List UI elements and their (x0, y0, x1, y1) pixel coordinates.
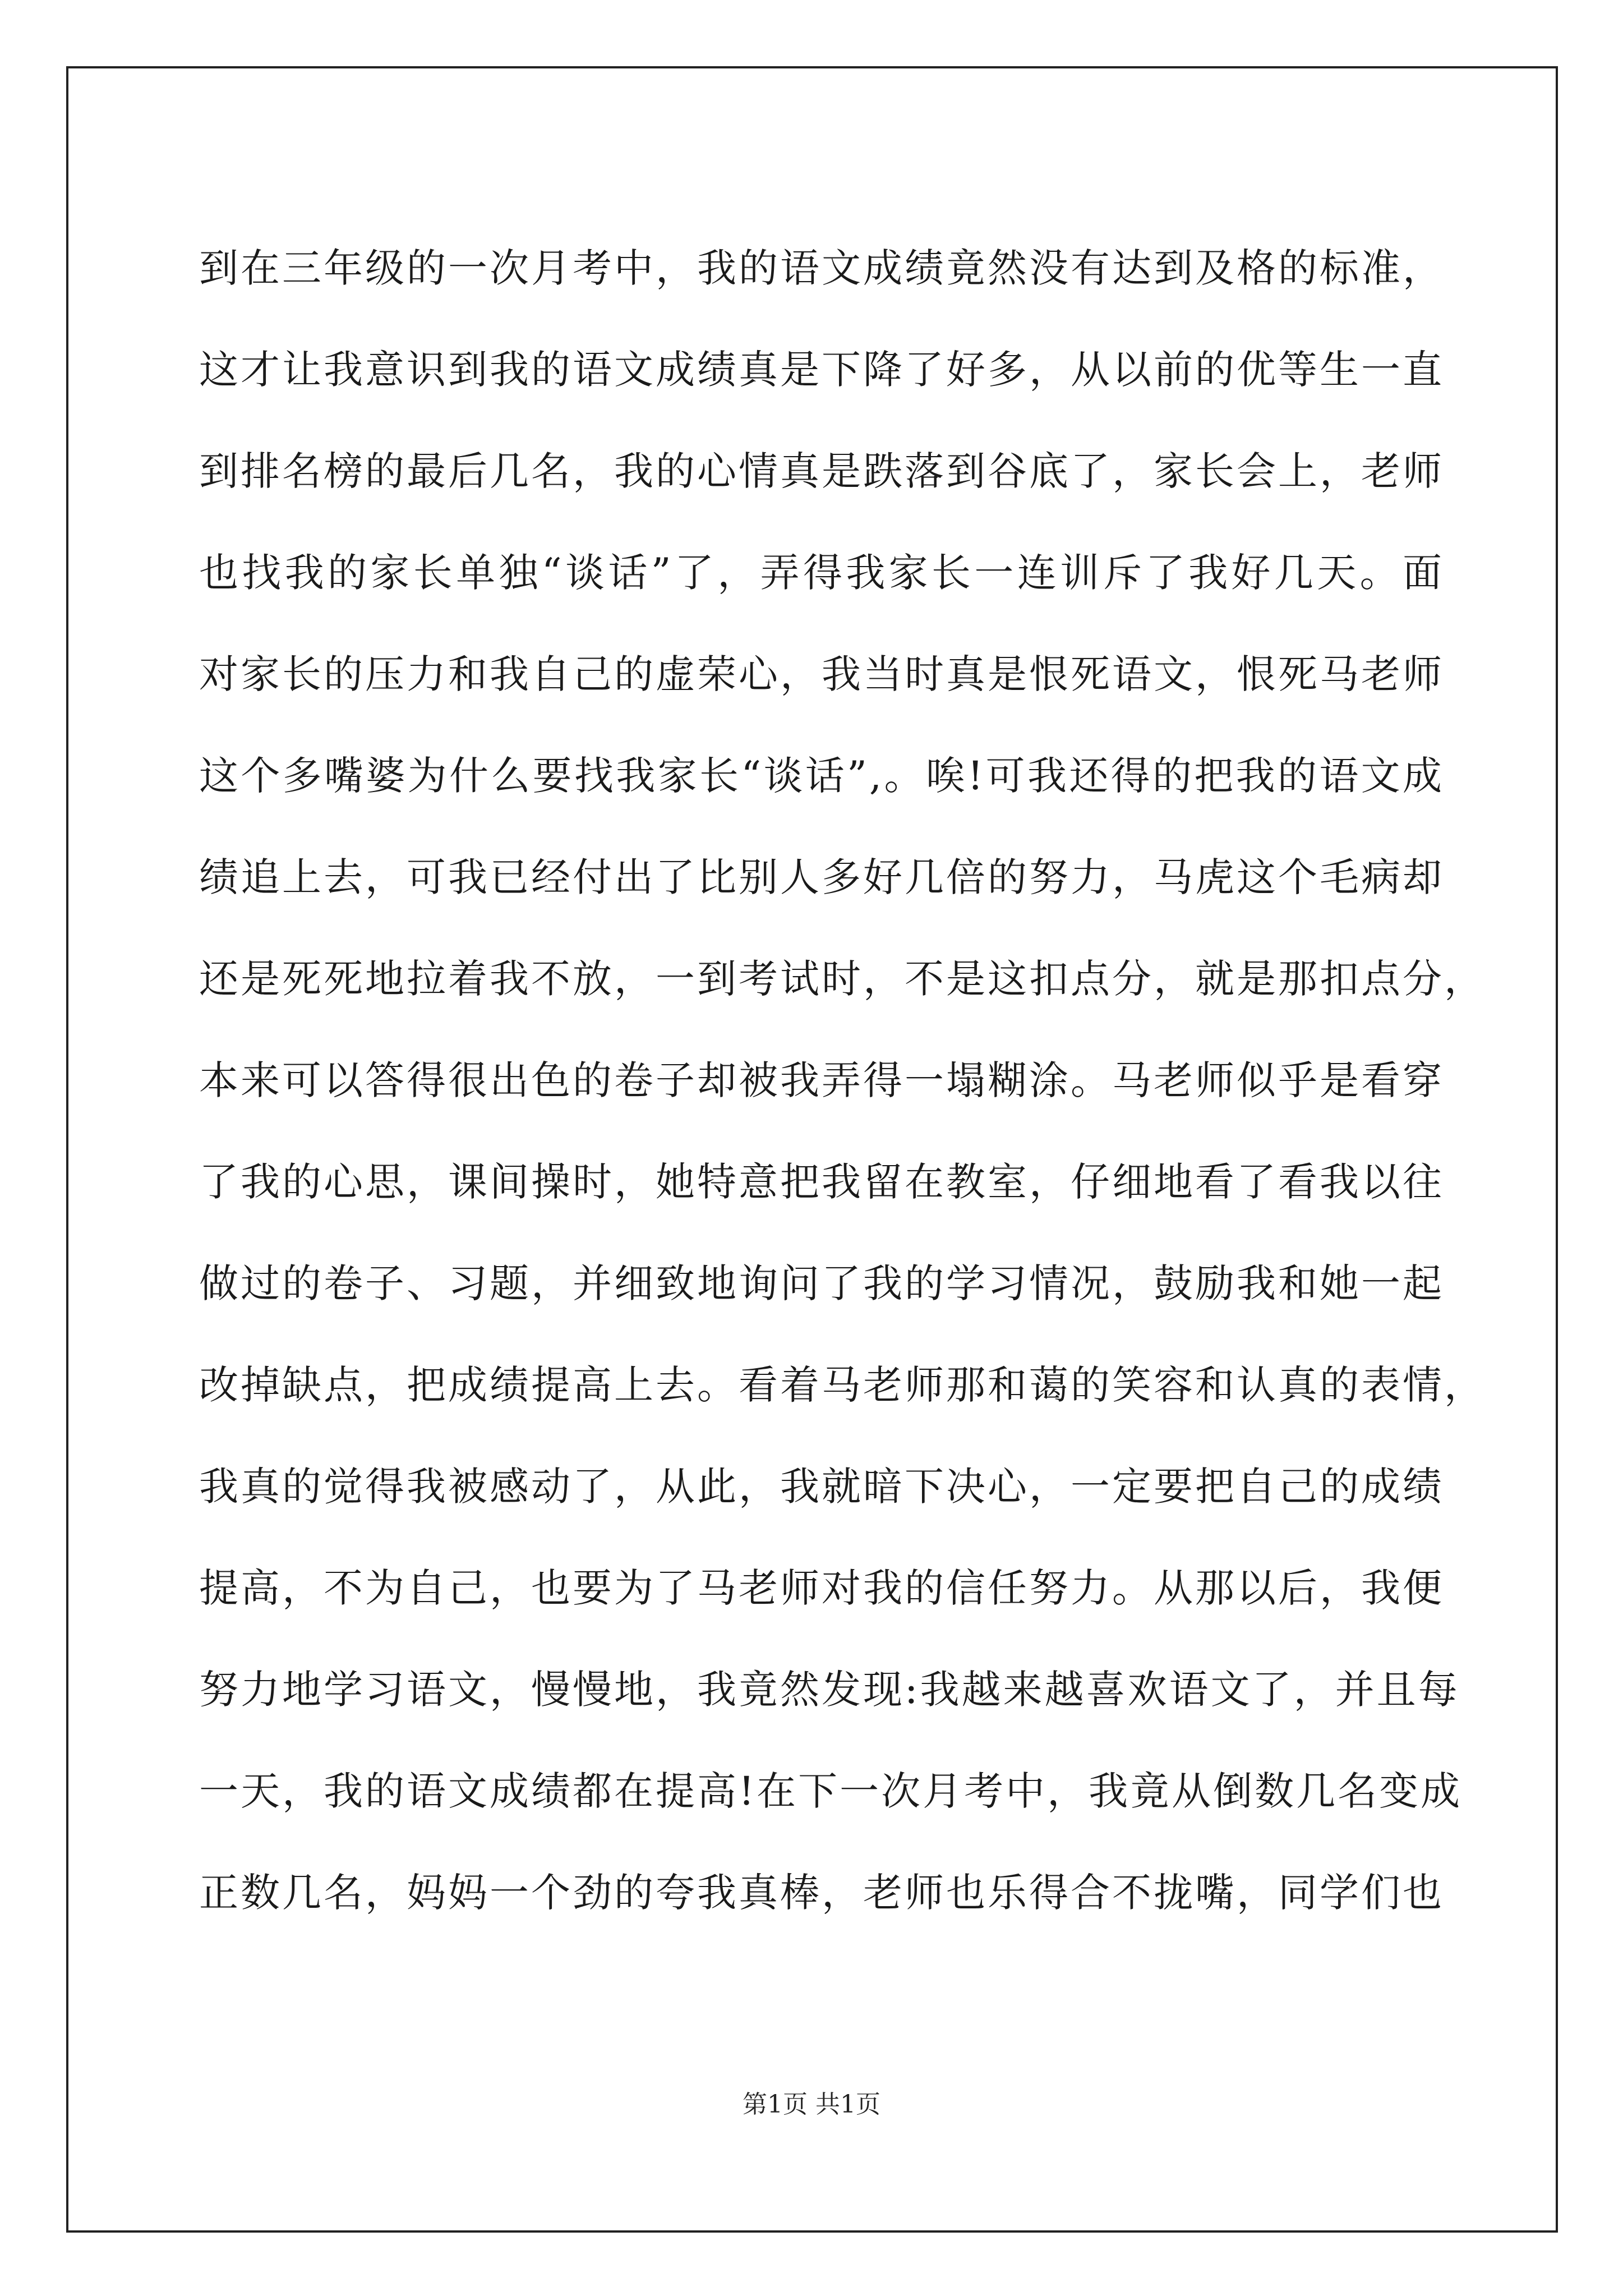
text-line: 这个多嘴婆为什么要找我家长“谈话”,。唉!可我还得的把我的语文成 (199, 753, 1444, 799)
text-line: 正数几名，妈妈一个劲的夸我真棒，老师也乐得合不拢嘴，同学们也 (199, 1870, 1444, 1916)
text-line: 本来可以答得很出色的卷子却被我弄得一塌糊涂。马老师似乎是看穿 (199, 1057, 1444, 1103)
text-line: 对家长的压力和我自己的虚荣心，我当时真是恨死语文，恨死马老师 (199, 651, 1444, 697)
text-line: 到在三年级的一次月考中，我的语文成绩竟然没有达到及格的标准， (199, 245, 1444, 291)
text-line: 努力地学习语文，慢慢地，我竟然发现:我越来越喜欢语文了，并且每 (199, 1667, 1460, 1713)
text-line: 还是死死地拉着我不放，一到考试时，不是这扣点分，就是那扣点分， (199, 956, 1486, 1002)
text-line: 我真的觉得我被感动了，从此，我就暗下决心，一定要把自己的成绩 (199, 1464, 1444, 1510)
text-line: 一天，我的语文成绩都在提高!在下一次月考中，我竟从倒数几名变成 (199, 1768, 1463, 1814)
text-line: 这才让我意识到我的语文成绩真是下降了好多，从以前的优等生一直 (199, 347, 1444, 393)
text-line: 绩追上去，可我已经付出了比别人多好几倍的努力，马虎这个毛病却 (199, 854, 1444, 900)
text-line: 到排名榜的最后几名，我的心情真是跌落到谷底了，家长会上，老师 (199, 448, 1444, 494)
text-line: 也找我的家长单独“谈话”了，弄得我家长一连训斥了我好几天。面 (199, 550, 1444, 596)
document-body (199, 218, 1486, 1944)
page-number-footer: 第1页 共1页 (743, 2090, 880, 2119)
text-line: 做过的卷子、习题，并细致地询问了我的学习情况，鼓励我和她一起 (199, 1260, 1444, 1306)
text-line: 改掉缺点，把成绩提高上去。看着马老师那和蔼的笑容和认真的表情， (199, 1362, 1486, 1408)
text-line: 提高，不为自己，也要为了马老师对我的信任努力。从那以后，我便 (199, 1565, 1444, 1611)
text-line: 了我的心思，课间操时，她特意把我留在教室，仔细地看了看我以往 (199, 1159, 1444, 1205)
